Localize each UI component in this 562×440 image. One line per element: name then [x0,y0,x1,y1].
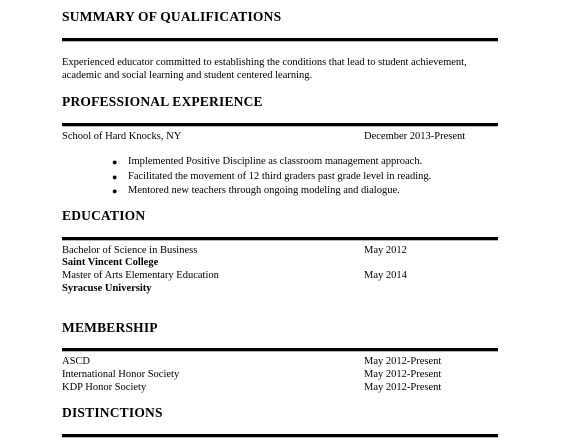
list-item: ● Mentored new teachers through ongoing modeling and dialogue. [112,184,431,199]
experience-heading: PROFESSIONAL EXPERIENCE [62,94,263,109]
education-degree-2: Master of Arts Elementary Education [62,270,219,281]
education-date-2: May 2014 [364,270,407,281]
membership-item-1: ASCD [62,356,91,367]
education-school-2: Syracuse University [62,283,152,294]
distinctions-rule [62,434,498,438]
membership-date-3: May 2012-Present [364,382,442,393]
summary-text: Experienced educator committed to establishing the conditions that lead to student achievement, academic and social learning and student centered learning. [62,57,467,81]
experience-dates: December 2013-Present [364,131,466,142]
experience-employer: School of Hard Knocks, NY [62,131,182,142]
education-school-1: Saint Vincent College [62,257,159,268]
bullet-dot-icon: ● [112,186,118,196]
distinctions-heading: DISTINCTIONS [62,405,163,420]
bullet-dot-icon: ● [112,157,118,167]
education-degree-1: Bachelor of Science in Business [62,245,198,256]
membership-heading: MEMBERSHIP [62,320,158,335]
membership-item-2: International Honor Society [62,369,180,380]
summary-heading: SUMMARY OF QUALIFICATIONS [62,9,282,24]
bullet-dot-icon: ● [112,171,118,182]
education-heading: EDUCATION [62,208,146,223]
list-item: ● Facilitated the movement of 12 third graders past grade level in reading. [112,170,431,185]
membership-item-3: KDP Honor Society [62,382,147,393]
education-rule [62,237,498,241]
education-date-1: May 2012 [364,245,407,256]
summary-rule [62,38,498,42]
experience-bullet-list [112,155,431,199]
membership-date-1: May 2012-Present [364,356,442,367]
membership-date-2: May 2012-Present [364,369,442,380]
experience-rule [62,123,498,127]
list-item: ● Implemented Positive Discipline as classroom management approach. [112,155,431,170]
membership-rule [62,348,498,352]
